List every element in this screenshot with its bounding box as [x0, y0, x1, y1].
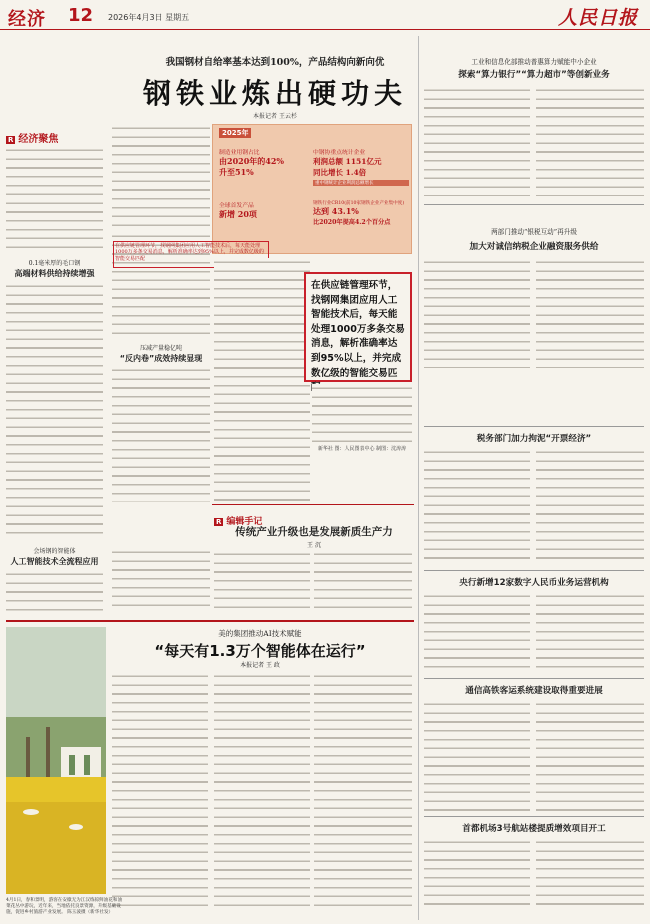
- right-body-2b: [536, 258, 644, 368]
- bottom-body-3: [314, 672, 412, 912]
- mid-body-3: [112, 366, 210, 502]
- editor-byline: 王 沉: [307, 542, 321, 549]
- pull-quote: 在供应链管理环节，找钢网集团应用人工智能技术后，每天能处理1000万多条交易消息，解析准确率达到95%以上，并完成数亿级的智能交易匹: [304, 272, 412, 382]
- masthead: [0, 0, 650, 30]
- page-number: 12: [68, 5, 94, 26]
- right-kicker-2: 两部门推动“银税互动”再升级: [491, 228, 577, 236]
- right-body-5a: [424, 700, 530, 812]
- editor-body-2: [214, 550, 310, 612]
- info-item-2-label: 中钢协重点统计企业: [313, 150, 366, 156]
- info-item-1-value2: 升至51%: [219, 167, 254, 177]
- right-head-2: 加大对诚信纳税企业融资服务供给: [469, 242, 599, 252]
- info-item-1-label: 制造业用钢占比: [219, 150, 260, 156]
- photo-credit: 陈玉波摄（新华社发）: [67, 910, 114, 915]
- info-item-4-value: 达到 43.1%: [313, 206, 359, 216]
- info-item-3-value: 新增 20项: [219, 209, 257, 219]
- photo-caption-text: 4月1日，春和景明，游客在安徽无为江汉练掠鲜油花和油菜花丛中游玩，近年来，当地依托良景资源，升级基础设施，促进乡村旅游产业发展。: [6, 898, 123, 915]
- footer-credit: 新华社 图：人民图表中心 制图：沈涛涛: [317, 446, 407, 452]
- photo-rapeseed-field: [6, 627, 106, 894]
- sidebar-divider: [418, 36, 419, 920]
- bottom-body-2: [214, 672, 310, 912]
- right-rule-3: [424, 426, 644, 427]
- bottom-body-1: [112, 672, 208, 912]
- left-head-2: 人工智能技术全流程应用: [10, 557, 99, 566]
- section-tag-label: 经济聚焦: [18, 134, 59, 145]
- main-headline: 钢铁业炼出硬功夫: [142, 77, 407, 110]
- right-head-1: 探索“算力银行”“算力超市”等创新业务: [458, 70, 610, 80]
- right-head-4: 央行新增12家数字人民币业务运营机构: [459, 578, 609, 588]
- photo-caption: [6, 898, 126, 922]
- issue-date: 2026年4月3日 星期五: [108, 13, 190, 22]
- right-head-6: 首都机场3号航站楼提质增效项目开工: [462, 824, 606, 834]
- info-item-2-note: 重中钢统计企业利润总额增长: [313, 180, 409, 186]
- left-body-3: [6, 570, 103, 614]
- info-item-2-value2: 同比增长 1.4倍: [313, 168, 367, 177]
- info-item-3: [219, 200, 311, 220]
- info-item-4-value2: 比2020年提高4.2个百分点: [313, 219, 391, 226]
- left-subhead-3: 压减产量稳亿吨: [139, 345, 182, 352]
- right-body-1a: [424, 86, 530, 196]
- section-tag-icon: R: [8, 136, 14, 144]
- right-head-5: 通信高铁客运系统建设取得重要进展: [465, 686, 603, 696]
- editor-tag-icon: R: [216, 518, 222, 526]
- bottom-headline: “每天有1.3万个智能体在运行”: [154, 642, 366, 660]
- mid-body-1: [112, 124, 210, 232]
- right-body-5b: [536, 700, 644, 812]
- info-item-1-value: 由2020年的42%: [219, 156, 284, 166]
- bottom-byline: 本报记者 王 政: [240, 662, 280, 669]
- info-year: 2025年: [219, 128, 251, 138]
- editor-tag: 编辑手记: [226, 517, 263, 527]
- info-item-2-value: 利润总额 1151亿元: [313, 157, 382, 166]
- right-body-4b: [536, 592, 644, 674]
- right-head-3: 税务部门加力拘泥“开票经济”: [476, 434, 592, 444]
- info-item-3-label: 全球首发产品: [219, 203, 254, 209]
- right-rule-4: [424, 570, 644, 571]
- editor-body-3: [314, 550, 412, 612]
- editor-body-1: [112, 548, 210, 610]
- editor-headline: 传统产业升级也是发展新质生产力: [235, 526, 393, 538]
- right-rule-1: [424, 204, 644, 205]
- right-rule-5: [424, 678, 644, 679]
- right-body-1b: [536, 86, 644, 196]
- right-body-6a: [424, 838, 530, 912]
- right-rule-6: [424, 816, 644, 817]
- right-body-3b: [536, 448, 644, 566]
- info-item-2: [313, 147, 409, 186]
- right-body-3a: [424, 448, 530, 566]
- left-body-1: [6, 146, 103, 252]
- right-body-6b: [536, 838, 644, 912]
- bottom-rule: [6, 620, 414, 622]
- main-byline: 本报记者 王云杉: [253, 113, 297, 120]
- main-kicker: 我国钢材自给率基本达到100%，产品结构向新向优: [165, 57, 385, 68]
- info-item-4: [313, 200, 409, 226]
- right-body-4a: [424, 592, 530, 674]
- infographic: [212, 124, 412, 254]
- newspaper-logo: 人民日报: [558, 7, 639, 29]
- left-subhead-2: 会场钢的智能体: [33, 548, 76, 555]
- left-body-2: [6, 282, 103, 538]
- right-kicker-1: 工业和信息化部推动普惠算力赋能中小企业: [471, 58, 597, 66]
- section-name: 经济: [8, 9, 46, 30]
- section-tag-row: [6, 127, 106, 146]
- left-head-3: “反内卷”成效持续显现: [119, 354, 203, 363]
- highlight-box: 在供应链管理环节，找钢网集团应用人工智能技术后，每天能处理1000万多条交易消息，解析准确率达到95%以上，并完成数亿级的智能交易匹配: [113, 241, 269, 268]
- info-item-4-label: 钢铁行业CR10(前10家钢铁企业产业集中度): [313, 201, 405, 206]
- right-body-2a: [424, 258, 530, 368]
- editor-rule: [212, 504, 414, 505]
- bottom-kicker: 美的集团推动AI技术赋能: [218, 629, 302, 638]
- right-body-1: [312, 384, 412, 444]
- left-head-1: 高端材料供给持续增强: [14, 269, 95, 278]
- left-subhead-1: 0.1毫米厚的毛口钢: [28, 260, 81, 267]
- mid2-body-1: [214, 258, 310, 502]
- info-item-1: [219, 147, 311, 178]
